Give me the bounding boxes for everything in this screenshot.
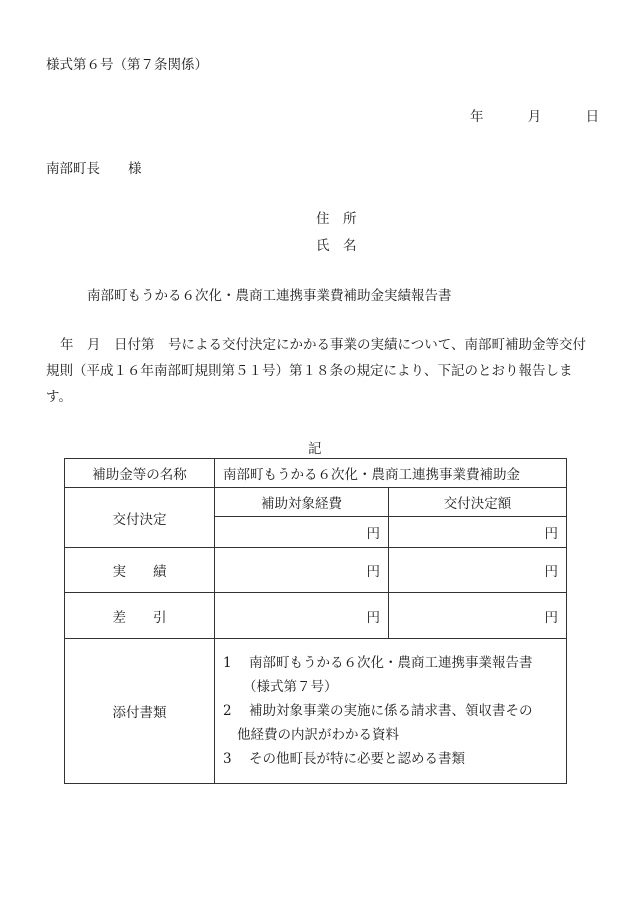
attachment-subtext: （様式第７号）	[243, 679, 338, 695]
document-title: 南部町もうかる６次化・農商工連携事業費補助金実績報告書	[87, 288, 452, 304]
date-year-label: 年	[470, 109, 484, 125]
eligible-cost-header: 補助対象経費	[215, 488, 389, 517]
table-row	[65, 459, 567, 488]
attachment-text: 南部町もうかる６次化・農商工連携事業報告書	[249, 655, 533, 671]
date-day-label: 日	[585, 109, 600, 125]
attachment-text: その他町長が特に必要と認める書類	[249, 751, 465, 767]
attachment-number: 1	[223, 655, 232, 671]
list-item	[223, 651, 558, 699]
grant-decision-label: 交付決定	[65, 488, 215, 548]
ki-marker: 記	[308, 441, 322, 457]
table-row	[65, 593, 567, 639]
attachment-subtext: 他経費の内訳がわかる資料	[237, 727, 399, 743]
date-line	[470, 105, 599, 125]
addressee	[46, 157, 142, 177]
attachments-list	[215, 639, 567, 784]
subsidy-name-label: 補助金等の名称	[65, 459, 215, 488]
applicant-address-label: 住 所	[316, 211, 357, 227]
attachment-number: 2	[223, 703, 232, 719]
difference-amount-yen: 円	[389, 593, 567, 639]
date-month-label: 月	[527, 109, 542, 125]
addressee-suffix: 様	[128, 161, 142, 177]
attachment-number: 3	[223, 751, 232, 767]
difference-label: 差 引	[65, 593, 215, 639]
body-text: 年 月 日付第 号による交付決定にかかる事業の実績について、南部町補助金等交付規則（平成１６年南部町規則第５１号）第１８条の規定により、下記のとおり報告します。	[46, 337, 586, 405]
list-item	[223, 699, 558, 747]
attachment-text: 補助対象事業の実施に係る請求書、領収書その	[249, 703, 533, 719]
difference-eligible-yen: 円	[215, 593, 389, 639]
table-row	[65, 548, 567, 593]
table-row	[65, 488, 567, 517]
list-item	[223, 747, 558, 771]
addressee-name: 南部町長	[46, 161, 100, 177]
actual-eligible-yen: 円	[215, 548, 389, 593]
form-number: 様式第６号（第７条関係）	[46, 57, 208, 73]
applicant-name-label: 氏 名	[316, 238, 357, 254]
actual-label: 実 績	[65, 548, 215, 593]
decision-amount-header: 交付決定額	[389, 488, 567, 517]
attachments-label: 添付書類	[65, 639, 215, 784]
eligible-cost-yen: 円	[215, 517, 389, 548]
actual-amount-yen: 円	[389, 548, 567, 593]
report-table	[64, 458, 567, 784]
table-row	[65, 639, 567, 784]
decision-amount-yen: 円	[389, 517, 567, 548]
subsidy-name-value: 南部町もうかる６次化・農商工連携事業費補助金	[215, 459, 567, 488]
